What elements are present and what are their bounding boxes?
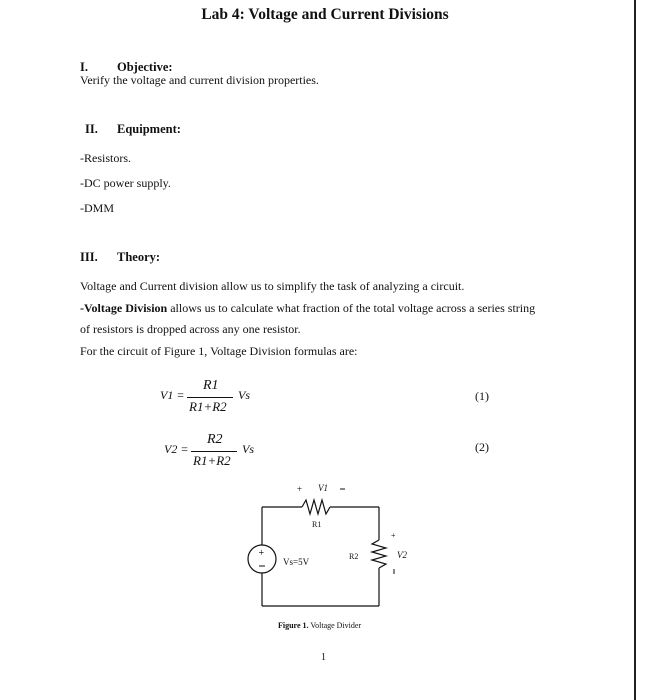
v2-plus-sign: + bbox=[391, 531, 396, 540]
equation-2-fraction-bar bbox=[191, 451, 237, 452]
equation-1-label: (1) bbox=[475, 389, 489, 403]
theory-paragraph: For the circuit of Figure 1, Voltage Division formulas are: bbox=[80, 344, 358, 358]
equation-2-numerator: R2 bbox=[207, 432, 223, 447]
figure-caption bbox=[278, 621, 361, 630]
voltage-divider-circuit bbox=[240, 478, 410, 618]
equation-2-label: (2) bbox=[475, 440, 489, 454]
equation-1-numerator: R1 bbox=[203, 378, 219, 393]
equation-1-factor: Vs bbox=[238, 388, 250, 402]
equipment-item: -DMM bbox=[80, 201, 115, 215]
resistor-r1 bbox=[302, 500, 330, 514]
equation-2-factor: Vs bbox=[242, 442, 254, 456]
theory-paragraph bbox=[80, 301, 535, 316]
section-equipment-heading: Equipment: bbox=[117, 122, 181, 136]
r1-label: R1 bbox=[312, 520, 322, 529]
theory-paragraph-rest: allows us to calculate what fraction of the total voltage across a series string bbox=[167, 301, 536, 315]
theory-paragraph: Voltage and Current division allow us to simplify the task of analyzing a circuit. bbox=[80, 279, 465, 293]
theory-paragraph: of resistors is dropped across any one resistor. bbox=[80, 322, 301, 336]
figure-caption-text: Voltage Divider bbox=[308, 621, 362, 630]
figure-caption-number: Figure 1. bbox=[278, 621, 309, 630]
source-plus-sign: + bbox=[258, 548, 265, 559]
equipment-item: -DC power supply. bbox=[80, 176, 171, 190]
v2-label: V2 bbox=[397, 550, 407, 560]
objective-text: Verify the voltage and current division properties. bbox=[80, 73, 319, 87]
equation-1-lhs: V1 = bbox=[160, 388, 185, 402]
equation-1 bbox=[160, 378, 270, 418]
equation-2-denominator: R1+R2 bbox=[193, 453, 231, 468]
v1-plus-sign: + bbox=[297, 484, 303, 494]
section-objective-number: I. bbox=[80, 60, 88, 74]
equation-2 bbox=[164, 432, 274, 472]
equipment-item: -Resistors. bbox=[80, 151, 131, 165]
document-title: Lab 4: Voltage and Current Divisions bbox=[201, 6, 449, 23]
resistor-r2 bbox=[372, 540, 386, 568]
page-number: 1 bbox=[321, 652, 326, 663]
r2-label: R2 bbox=[349, 552, 359, 561]
section-equipment-number: II. bbox=[85, 122, 98, 136]
voltage-division-term: -Voltage Division bbox=[80, 301, 168, 315]
equation-1-fraction-bar bbox=[187, 397, 233, 398]
source-label: Vs=5V bbox=[283, 557, 310, 567]
equation-1-denominator: R1+R2 bbox=[189, 399, 227, 414]
section-theory-heading: Theory: bbox=[117, 250, 161, 264]
section-theory-number: III. bbox=[80, 250, 98, 264]
equation-2-lhs: V2 = bbox=[164, 442, 189, 456]
v1-label: V1 bbox=[318, 483, 328, 493]
section-objective-heading: Objective: bbox=[117, 60, 173, 74]
